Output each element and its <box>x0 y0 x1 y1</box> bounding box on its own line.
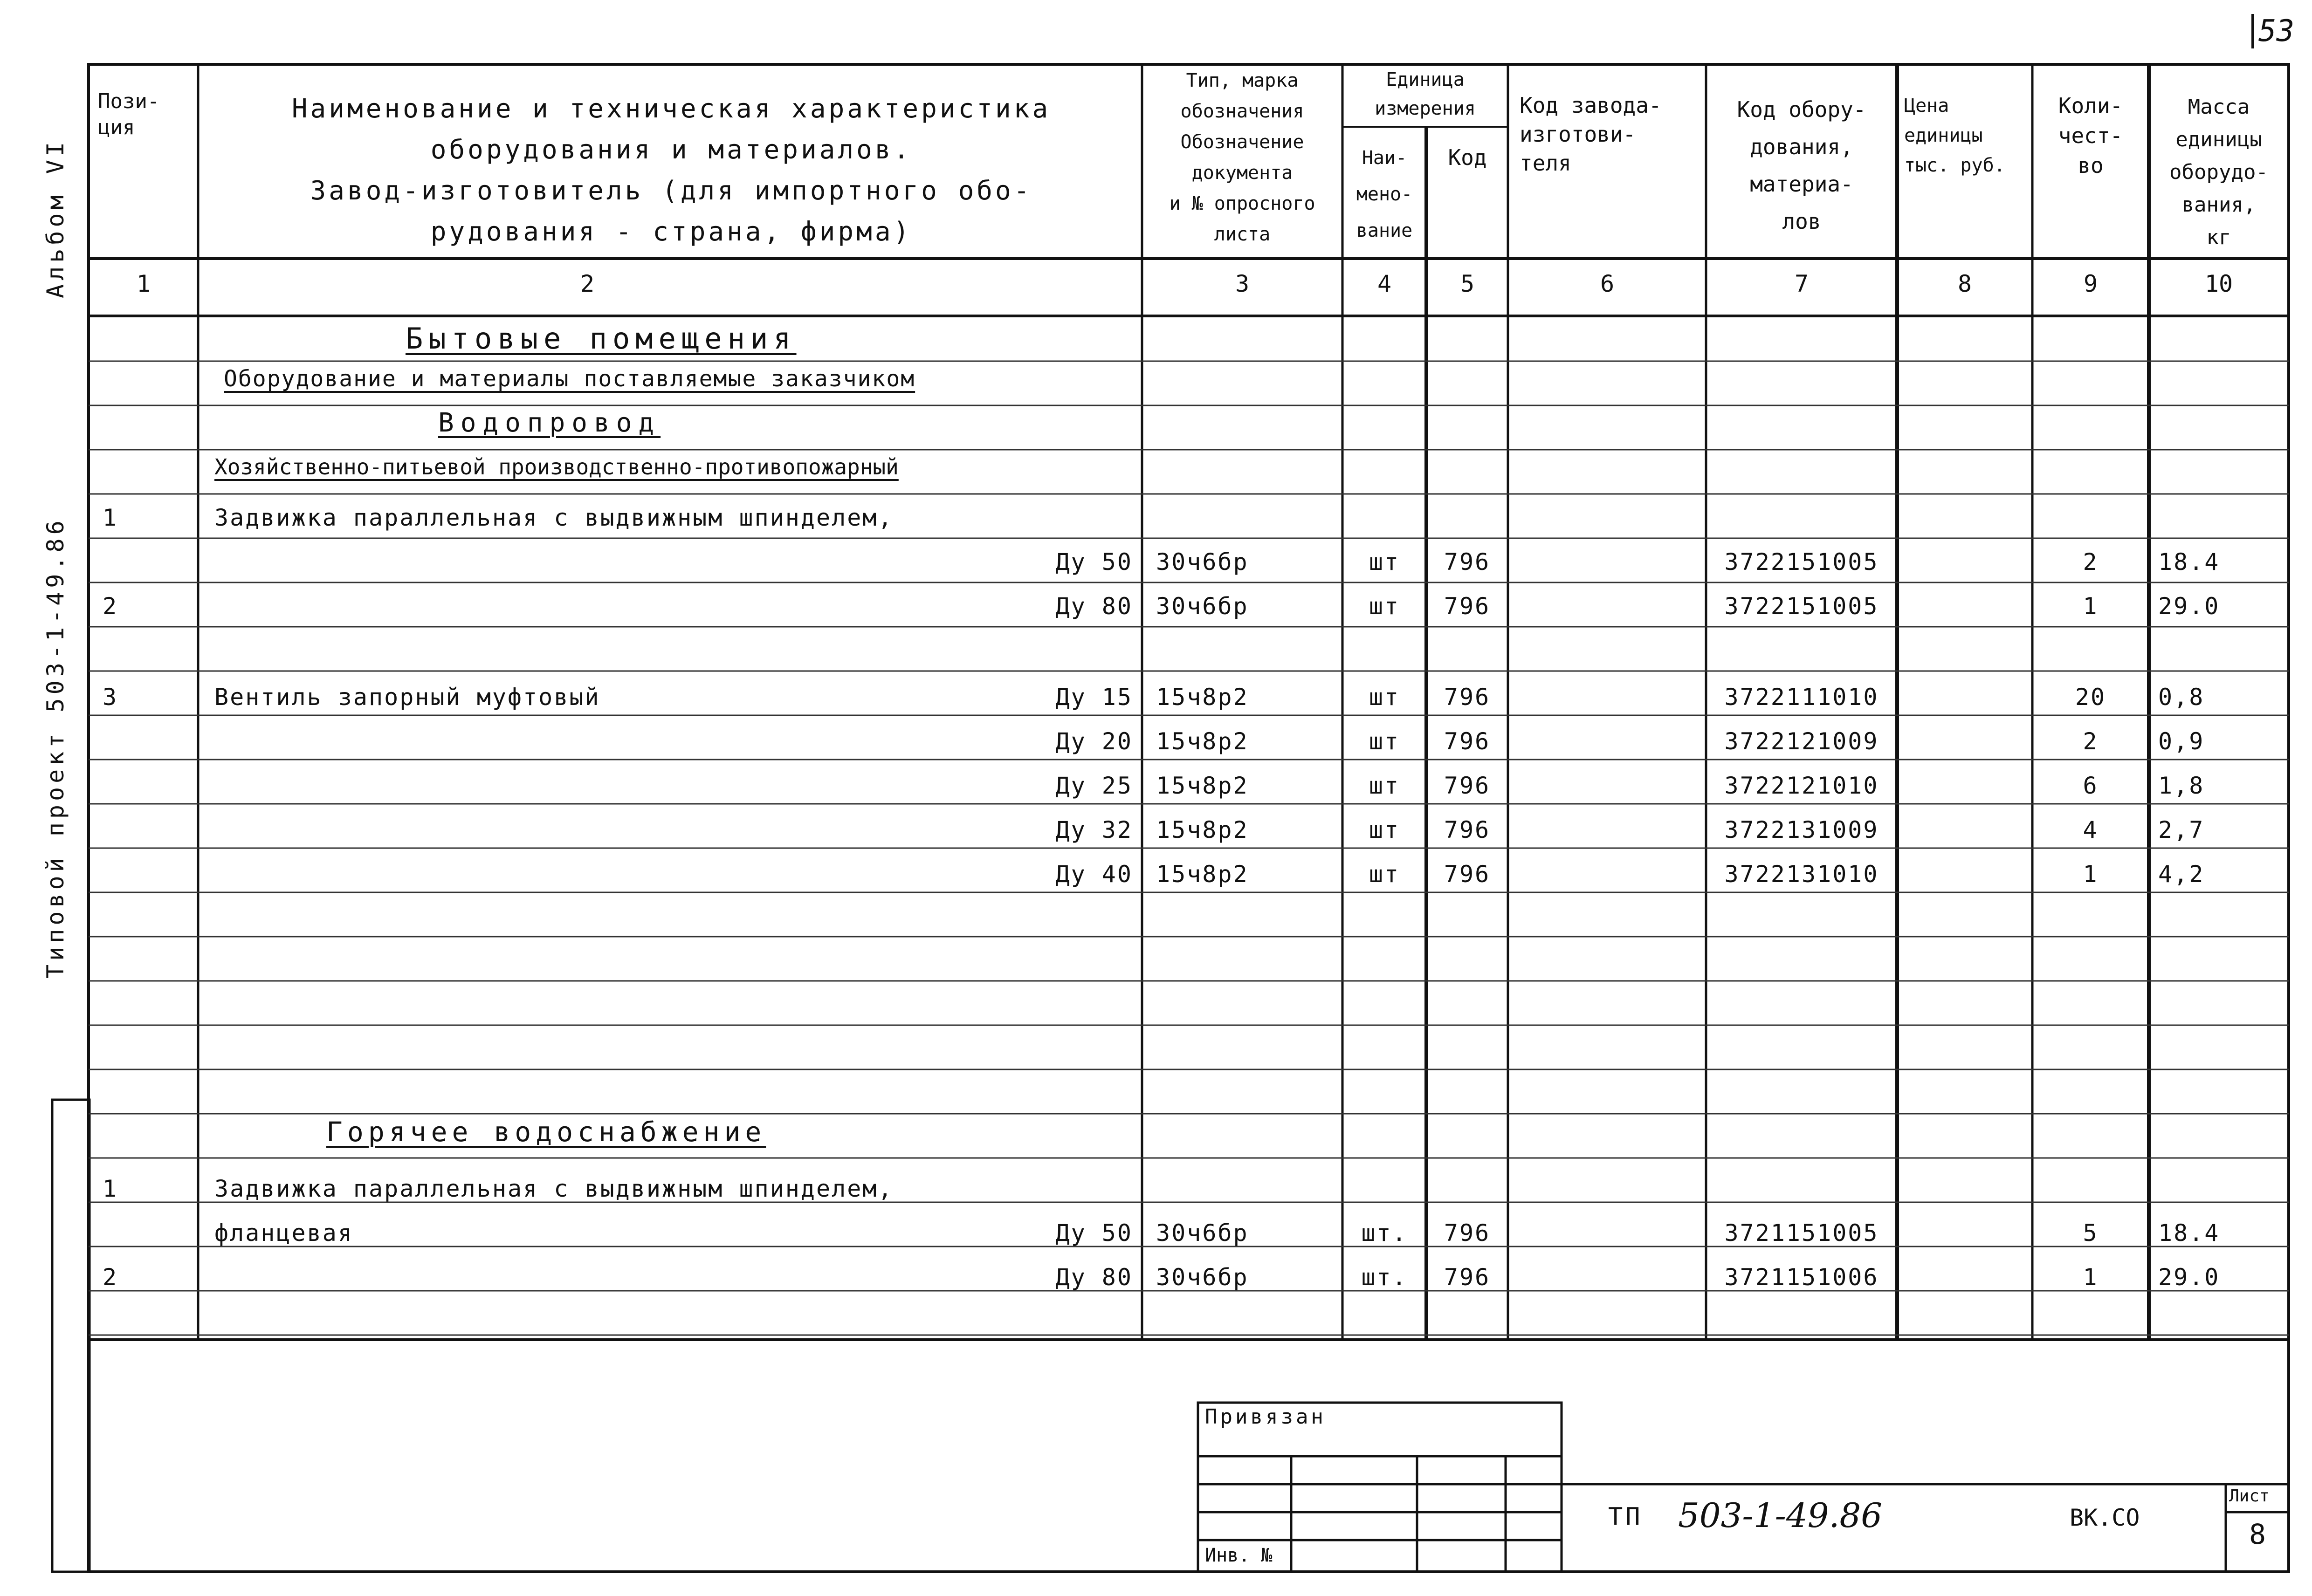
header-unit-name: Наи- мено- вание <box>1356 147 1413 241</box>
row-diameter: Ду 50 <box>1055 548 1133 575</box>
row-unit-code: 796 <box>1444 684 1491 711</box>
row-unit: шт <box>1369 728 1400 755</box>
row-unit-code: 796 <box>1444 1219 1491 1247</box>
column-number: 7 <box>1794 270 1809 297</box>
header-unit-code: Код <box>1448 145 1487 170</box>
row-mass: 0,9 <box>2158 728 2205 755</box>
header-unit: Единица измерения <box>1375 69 1476 119</box>
section-heading: Водопровод <box>438 408 661 438</box>
row-unit: шт <box>1369 861 1400 888</box>
row-name: Вентиль запорный муфтовый <box>214 684 600 711</box>
header-name: Наименование и техническая характеристика оборудования и материалов. Завод-изготовитель (для импортного обо- рудования - страна, фирма) <box>291 94 1051 247</box>
row-quantity: 1 <box>2083 593 2099 620</box>
row-quantity: 2 <box>2083 548 2099 575</box>
row-material-code: 3722121009 <box>1724 728 1879 755</box>
row-position: 3 <box>103 684 118 711</box>
row-mass: 29.0 <box>2158 593 2220 620</box>
stamp-tp-label: ТП <box>1608 1503 1643 1531</box>
row-type: 30ч6бр <box>1156 1264 1249 1291</box>
header-position: Пози- ция <box>98 89 160 139</box>
stamp-doc-code: ВК.СО <box>2070 1504 2140 1531</box>
header-type: Тип, марка обозначения Обозначение документа и № опросного листа <box>1169 70 1315 245</box>
header-mass: Масса единицы оборудо- вания, кг <box>2169 95 2268 249</box>
row-position: 2 <box>103 593 118 620</box>
row-type: 15ч8р2 <box>1156 816 1249 843</box>
row-material-code: 3722121010 <box>1724 772 1879 799</box>
column-number: 10 <box>2204 270 2233 297</box>
row-material-code: 3722151005 <box>1724 593 1879 620</box>
row-unit: шт. <box>1361 1219 1408 1247</box>
column-number: 8 <box>1957 270 1972 297</box>
row-diameter: Ду 20 <box>1055 728 1133 755</box>
stamp-sheet-number: 8 <box>2249 1518 2266 1551</box>
row-position: 1 <box>103 1175 118 1202</box>
row-diameter: Ду 15 <box>1055 684 1133 711</box>
row-type: 15ч8р2 <box>1156 728 1249 755</box>
row-material-code: 3721151005 <box>1724 1219 1879 1247</box>
row-type: 30ч6бр <box>1156 1219 1249 1247</box>
section-heading: Бытовые помещения <box>406 322 797 356</box>
row-material-code: 3722151005 <box>1724 548 1879 575</box>
stamp-privyazan: Привязан <box>1205 1405 1326 1429</box>
row-unit: шт <box>1369 816 1400 843</box>
row-material-code: 3722131010 <box>1724 861 1879 888</box>
row-type: 30ч6бр <box>1156 548 1249 575</box>
row-diameter: Ду 50 <box>1055 1219 1133 1247</box>
row-mass: 29.0 <box>2158 1264 2220 1291</box>
row-material-code: 3722131009 <box>1724 816 1879 843</box>
row-quantity: 20 <box>2075 684 2106 711</box>
row-unit-code: 796 <box>1444 861 1491 888</box>
row-mass: 18.4 <box>2158 548 2220 575</box>
column-number: 4 <box>1377 270 1392 297</box>
row-mass: 1,8 <box>2158 772 2205 799</box>
row-unit-code: 796 <box>1444 772 1491 799</box>
row-diameter: Ду 25 <box>1055 772 1133 799</box>
row-diameter: Ду 80 <box>1055 1264 1133 1291</box>
row-unit: шт <box>1369 593 1400 620</box>
side-album-label: Альбом VI <box>42 138 69 298</box>
row-mass: 18.4 <box>2158 1219 2220 1247</box>
row-unit-code: 796 <box>1444 548 1491 575</box>
row-unit: шт <box>1369 684 1400 711</box>
row-diameter: Ду 80 <box>1055 593 1133 620</box>
row-name: фланцевая <box>214 1219 353 1247</box>
row-mass: 4,2 <box>2158 861 2205 888</box>
header-material-code: Код обору- дования, материа- лов <box>1737 97 1866 234</box>
row-position: 1 <box>103 504 118 531</box>
row-unit: шт <box>1369 548 1400 575</box>
row-quantity: 5 <box>2083 1219 2099 1247</box>
column-number: 3 <box>1235 270 1250 297</box>
section-heading: Хозяйственно-питьевой производственно-противопожарный <box>214 454 899 479</box>
row-unit: шт. <box>1361 1264 1408 1291</box>
column-number: 6 <box>1600 270 1615 297</box>
row-type: 15ч8р2 <box>1156 861 1249 888</box>
row-mass: 2,7 <box>2158 816 2205 843</box>
row-type: 15ч8р2 <box>1156 684 1249 711</box>
row-material-code: 3722111010 <box>1724 684 1879 711</box>
section-heading: Оборудование и материалы поставляемые заказчиком <box>224 366 915 392</box>
row-material-code: 3721151006 <box>1724 1264 1879 1291</box>
column-number: 2 <box>580 270 595 297</box>
column-number: 1 <box>136 270 151 297</box>
row-unit-code: 796 <box>1444 816 1491 843</box>
row-mass: 0,8 <box>2158 684 2205 711</box>
column-number: 5 <box>1460 270 1475 297</box>
row-unit-code: 796 <box>1444 593 1491 620</box>
stamp-sheet-label: Лист <box>2229 1486 2270 1506</box>
row-position: 2 <box>103 1264 118 1291</box>
header-factory-code: Код завода- изготови- теля <box>1520 93 1662 176</box>
row-diameter: Ду 40 <box>1055 861 1133 888</box>
row-quantity: 4 <box>2083 816 2099 843</box>
row-type: 15ч8р2 <box>1156 772 1249 799</box>
row-unit: шт <box>1369 772 1400 799</box>
side-project-label: Типовой проект 503-1-49.86 <box>42 517 69 979</box>
row-unit-code: 796 <box>1444 728 1491 755</box>
stamp-inv-number: Инв. № <box>1205 1545 1273 1566</box>
column-number: 9 <box>2083 270 2098 297</box>
header-price: Цена единицы тыс. руб. <box>1904 95 2005 176</box>
stamp-tp-number: 503-1-49.86 <box>1678 1496 1883 1535</box>
row-diameter: Ду 32 <box>1055 816 1133 843</box>
row-type: 30ч6бр <box>1156 593 1249 620</box>
row-quantity: 2 <box>2083 728 2099 755</box>
section-heading: Горячее водоснабжение <box>326 1116 766 1148</box>
row-quantity: 6 <box>2083 772 2099 799</box>
row-name: Задвижка параллельная с выдвижным шпинделем, <box>214 504 894 531</box>
row-quantity: 1 <box>2083 1264 2099 1291</box>
row-name: Задвижка параллельная с выдвижным шпинделем, <box>214 1175 894 1202</box>
row-quantity: 1 <box>2083 861 2099 888</box>
row-unit-code: 796 <box>1444 1264 1491 1291</box>
page-number: 53 <box>2251 14 2294 48</box>
header-quantity: Коли- чест- во <box>2058 93 2123 178</box>
